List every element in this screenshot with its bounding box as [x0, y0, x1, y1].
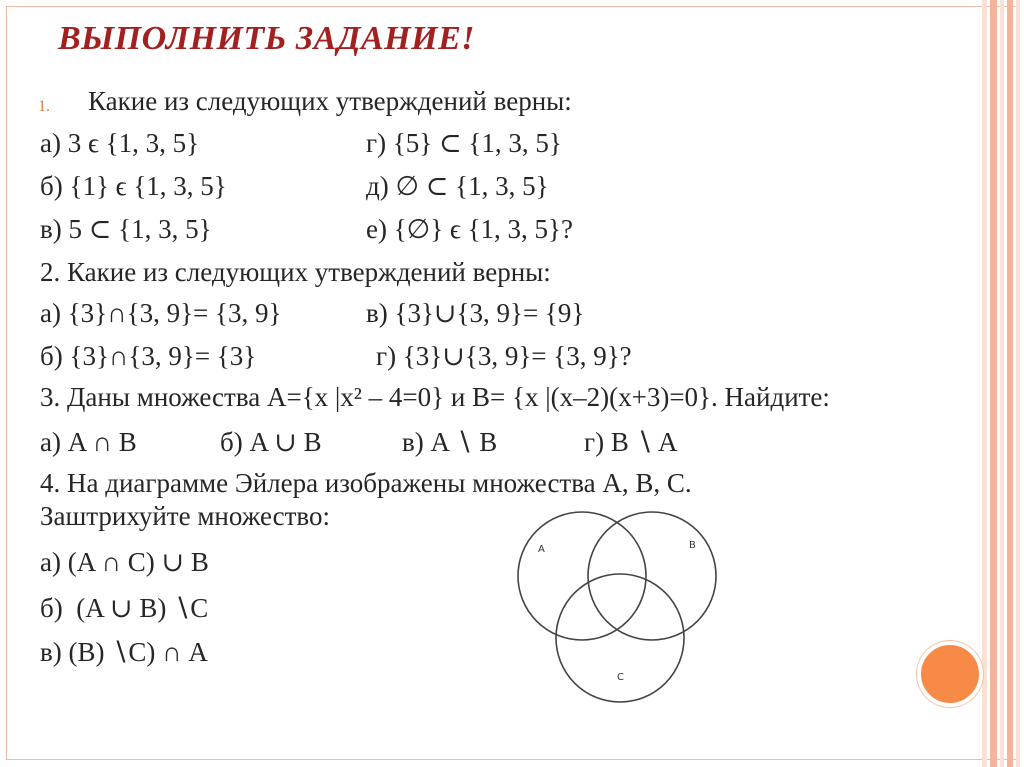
task4-item-v: в) (B) ∖C) ∩ A — [40, 637, 208, 667]
task1-item-a: а) 3 ϵ {1, 3, 5} — [40, 128, 200, 158]
venn-label-c: C — [617, 672, 624, 683]
task1-item-b: б) {1} ϵ {1, 3, 5} — [40, 171, 227, 201]
task4-item-b: б) (A ∪ B) ∖C — [40, 593, 209, 623]
task2-item-b: б) {3}∩{3, 9}= {3} — [40, 341, 257, 371]
task1-item-v: в) 5 ⊂ {1, 3, 5} — [40, 214, 212, 244]
task4-question-line2: Заштрихуйте множество: — [40, 501, 330, 531]
task2-question: 2. Какие из следующих утверждений верны: — [40, 257, 551, 287]
task4-question-line1: 4. На диаграмме Эйлера изображены множества A, B, C. — [40, 468, 692, 498]
task1-item-d: д) ∅ ⊂ {1, 3, 5} — [366, 171, 549, 201]
task1-item-g: г) {5} ⊂ {1, 3, 5} — [366, 128, 562, 158]
task3-question: 3. Даны множества A={x |x² – 4=0} и B= {x |(x–2)(x+3)=0}. Найдите: — [40, 382, 830, 412]
task4-item-a: а) (A ∩ C) ∪ B — [40, 547, 209, 577]
decorative-orange-circle — [917, 641, 983, 707]
euler-diagram — [514, 508, 726, 704]
slide-title: ВЫПОЛНИТЬ ЗАДАНИЕ! — [58, 20, 475, 57]
task2-item-v: в) {3}∪{3, 9}= {9} — [366, 298, 585, 328]
venn-label-a: A — [538, 544, 545, 555]
task3-item-v: в) A ∖ B — [402, 427, 498, 457]
task1-question: Какие из следующих утверждений верны: — [88, 86, 572, 116]
task3-item-b: б) A ∪ B — [220, 427, 322, 457]
task3-item-a: а) A ∩ B — [40, 427, 137, 457]
task3-item-g: г) B ∖ A — [584, 427, 678, 457]
task1-number: 1. — [38, 98, 50, 115]
decorative-stripes — [980, 0, 1024, 767]
task2-item-g: г) {3}∪{3, 9}= {3, 9}? — [376, 341, 632, 371]
venn-label-b: B — [689, 540, 696, 551]
task2-item-a: а) {3}∩{3, 9}= {3, 9} — [40, 298, 282, 328]
task1-item-e: е) {∅} ϵ {1, 3, 5}? — [366, 214, 573, 244]
